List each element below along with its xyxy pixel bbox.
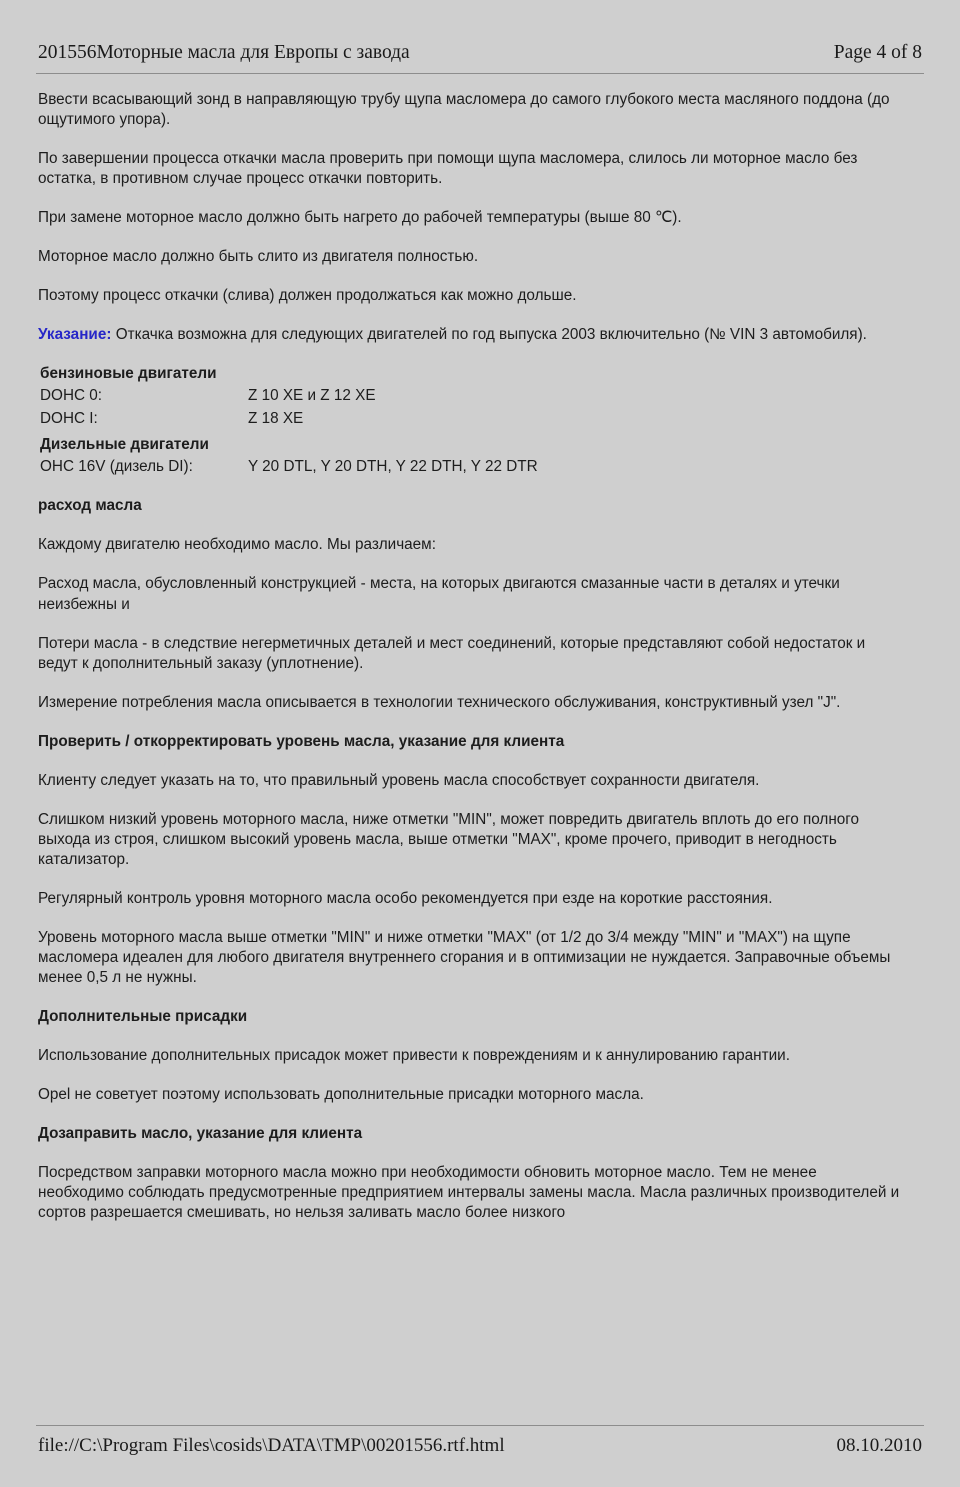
heading-additives: Дополнительные присадки — [38, 1007, 248, 1025]
paragraph-intro-probe: Ввести всасывающий зонд в направляющую трубу щупа масломера до самого глубокого места масляного поддона (до ощутимого упора). — [38, 91, 890, 129]
petrol-engines-heading: бензиновые двигатели — [40, 365, 217, 383]
page-number: Page 4 of 8 — [833, 42, 922, 63]
engine-value: Z 10 XE и Z 12 XE — [248, 387, 376, 405]
note-text: Откачка возможна для следующих двигателей по год выпуска 2003 включительно (№ VIN 3 автомобиля). — [115, 326, 867, 344]
paragraph-drain-fully: Моторное масло должно быть слито из двигателя полностью. — [38, 248, 479, 266]
page-header — [36, 0, 924, 64]
page-footer — [36, 1425, 924, 1457]
engine-row — [40, 386, 902, 406]
footer-divider — [36, 1425, 924, 1426]
paragraph-min-max-warning: Слишком низкий уровень моторного масла, ниже отметки "MIN", может повредить двигатель вплоть до его полного выхода из строя, слишком высокий уровень масла, выше отметки "MAX", кроме прочего, приводит в негодность катализатор. — [38, 810, 860, 868]
paragraph-top-up-details: Посредством заправки моторного масла можно при необходимости обновить моторное масло. Тем не менее необходимо соблюдать предусмотренные предприятием интервалы замены масла. Масла различных производителей и сортов разрешается смешивать, но нельзя заливать масло более низкого — [38, 1164, 900, 1222]
document-title: 201556Моторные масла для Европы с завода — [38, 42, 410, 63]
paragraph-drain-duration: Поэтому процесс откачки (слива) должен продолжаться как можно дольше. — [38, 287, 577, 305]
paragraph-ideal-level-range: Уровень моторного масла выше отметки "MIN" и ниже отметки "MAX" (от 1/2 до 3/4 между "MIN" и "MAX") на щупе масломера идеален для любого двигателя внутреннего сгорания и в оптимизации не нуждается. Заправочные объемы менее 0,5 л не нужны. — [38, 928, 891, 986]
note-paragraph — [38, 325, 902, 345]
footer-date: 08.10.2010 — [836, 1435, 922, 1456]
engine-row — [40, 409, 902, 429]
paragraph-regular-control: Регулярный контроль уровня моторного масла особо рекомендуется при езде на короткие расстояния. — [38, 889, 773, 907]
engine-code: DOHC 0: — [40, 387, 103, 405]
heading-oil-consumption: расход масла — [38, 497, 142, 515]
paragraph-opel-recommendation: Opel не советует поэтому использовать дополнительные присадки моторного масла. — [38, 1085, 644, 1103]
footer-file-path: file://C:\Program Files\cosids\DATA\TMP\00201556.rtf.html — [38, 1435, 505, 1456]
note-label: Указание: — [38, 326, 112, 344]
paragraph-measurement-method: Измерение потребления масла описывается в технологии технического обслуживания, конструктивный узел "J". — [38, 693, 841, 711]
paragraph-oil-losses: Потери масла - в следствие негерметичных деталей и мест соединений, которые представляют собой недостаток и ведут к дополнительный заказу (уплотнение). — [38, 634, 866, 672]
paragraph-additives-warranty: Использование дополнительных присадок может привести к повреждениям и к аннулированию гарантии. — [38, 1046, 790, 1064]
heading-check-oil-level: Проверить / откорректировать уровень масла, указание для клиента — [38, 732, 565, 750]
engine-value: Y 20 DTL, Y 20 DTH, Y 22 DTH, Y 22 DTR — [248, 458, 538, 476]
engine-row — [40, 457, 902, 477]
paragraph-check-after-extraction: По завершении процесса откачки масла проверить при помощи щупа масломера, слилось ли моторное масло без остатка, в противном случае процесс откачки повторить. — [38, 150, 858, 188]
engine-code: DOHC I: — [40, 410, 98, 428]
engine-value: Z 18 XE — [248, 410, 304, 428]
engine-list — [38, 364, 902, 477]
paragraph-every-engine-needs-oil: Каждому двигателю необходимо масло. Мы различаем: — [38, 536, 436, 554]
paragraph-oil-temperature: При замене моторное масло должно быть нагрето до рабочей температуры (выше 80 ℃). — [38, 209, 682, 227]
paragraph-customer-advice-level: Клиенту следует указать на то, что правильный уровень масла способствует сохранности двигателя. — [38, 771, 760, 789]
paragraph-design-related-consumption: Расход масла, обусловленный конструкцией - места, на которых двигаются смазанные части в деталях и утечки неизбежны и — [38, 575, 840, 613]
engine-code: OHC 16V (дизель DI): — [40, 458, 193, 476]
document-body — [36, 74, 924, 1223]
footer-row — [36, 1435, 924, 1457]
diesel-engines-heading: Дизельные двигатели — [40, 436, 209, 454]
heading-top-up-oil: Дозаправить масло, указание для клиента — [38, 1125, 363, 1142]
